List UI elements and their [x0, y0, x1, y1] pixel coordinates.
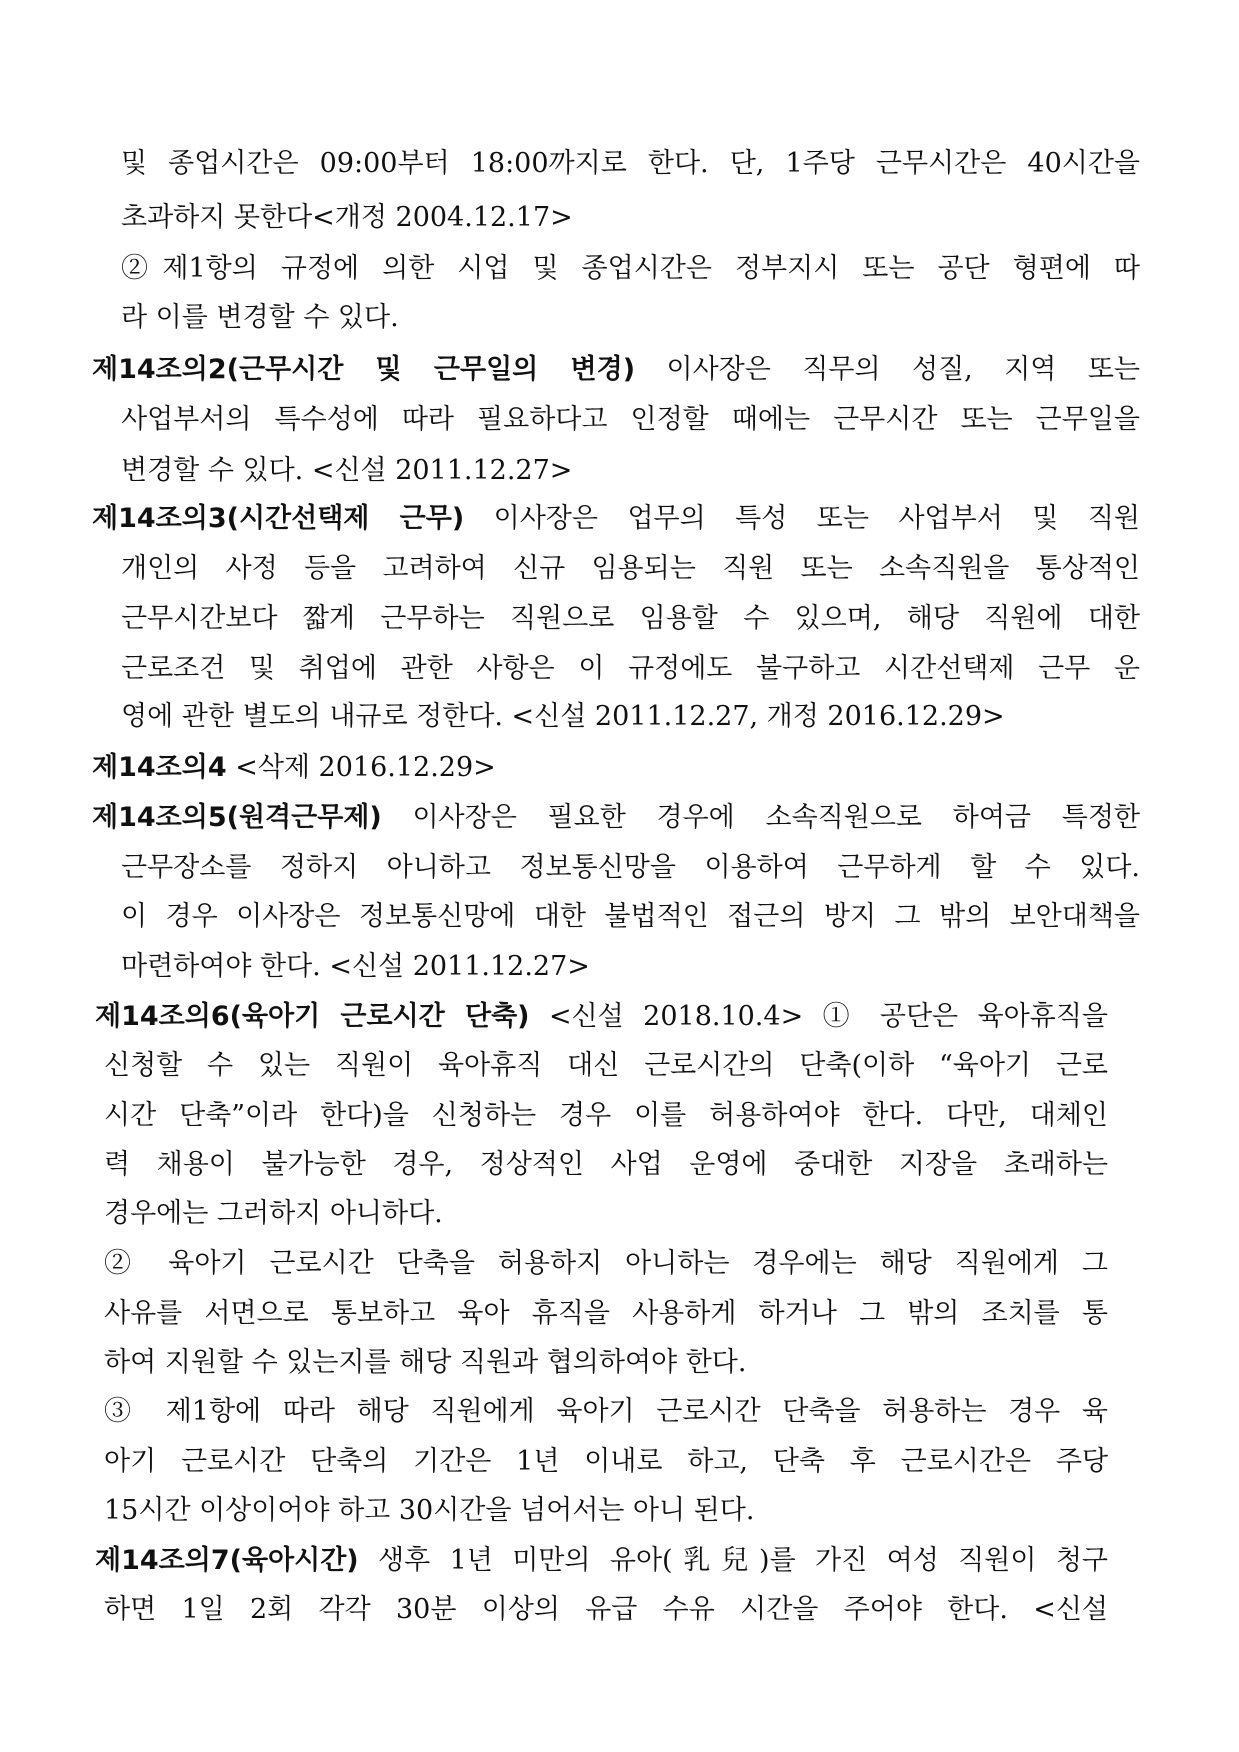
article-14-2-heading-line — [92, 350, 1140, 390]
text-line: 사유를 서면으로 통보하고 육아 휴직을 사용하게 하거나 그 밖의 조치를 통 — [104, 1298, 1108, 1329]
text-line: ③ 제1항에 따라 해당 직원에게 육아기 근로시간 단축을 허용하는 경우 육 — [104, 1396, 1108, 1427]
text-line: ②제1항의 규정에 의한 시업 및 종업시간은 정부지시 또는 공단 형편에 따 — [121, 253, 1140, 284]
text-line: 15시간 이상이어야 하고 30시간을 넘어서는 아니 된다. — [104, 1495, 755, 1526]
text-line: 신청할 수 있는 직원이 육아휴직 대신 근로시간의 단축(이하 “육아기 근로 — [104, 1050, 1108, 1081]
text-line: 근무장소를 정하지 아니하고 정보통신망을 이용하여 근무하게 할 수 있다. — [121, 852, 1140, 883]
article-title: 제14조의5(원격근무제) — [92, 802, 382, 833]
article-text: <삭제 2016.12.29> — [226, 752, 496, 783]
text-line: 변경할 수 있다. <신설 2011.12.27> — [121, 455, 573, 486]
text-line: 개인의 사정 등을 고려하여 신규 임용되는 직원 또는 소속직원을 통상적인 — [121, 553, 1140, 584]
article-text: <신설 2018.10.4> ① 공단은 육아휴직을 — [529, 1001, 1108, 1032]
article-14-5-heading-line — [92, 798, 1140, 838]
text-line: 영에 관한 별도의 내규로 정한다. <신설 2011.12.27, 개정 2016.12.29> — [121, 701, 1005, 732]
text-line: 초과하지 못한다<개정 2004.12.17> — [121, 202, 573, 233]
text-line: 하여 지원할 수 있는지를 해당 직원과 협의하여야 한다. — [104, 1347, 747, 1378]
text-line: 사업부서의 특수성에 따라 필요하다고 인정할 때에는 근무시간 또는 근무일을 — [121, 404, 1140, 435]
article-14-4-heading-line — [92, 748, 1140, 788]
article-14-3-heading-line — [92, 499, 1140, 539]
article-title: 제14조의2(근무시간 및 근무일의 변경) — [92, 354, 636, 385]
text-line: 근로조건 및 취업에 관한 사항은 이 규정에도 불구하고 시간선택제 근무 운 — [121, 653, 1140, 684]
text-line: 력 채용이 불가능한 경우, 정상적인 사업 운영에 중대한 지장을 초래하는 — [104, 1149, 1108, 1180]
article-text: 이사장은 필요한 경우에 소속직원으로 하여금 특정한 — [381, 802, 1140, 833]
article-title: 제14조의6(육아기 근로시간 단축) — [95, 1001, 530, 1032]
text-line: 하면 1일 2회 각각 30분 이상의 유급 수유 시간을 주어야 한다. <신설 — [104, 1594, 1108, 1625]
article-text: 이사장은 업무의 특성 또는 사업부서 및 직원 — [464, 503, 1140, 534]
text-line: 시간 단축”이라 한다)을 신청하는 경우 이를 허용하여야 한다. 다만, 대체인 — [104, 1100, 1108, 1131]
text-line: 라 이를 변경할 수 있다. — [121, 302, 399, 333]
text-line: 및 종업시간은 09:00부터 18:00까지로 한다. 단, 1주당 근무시간은 40시간을 — [121, 148, 1140, 179]
text-line: 이 경우 이사장은 정보통신망에 대한 불법적인 접근의 방지 그 밖의 보안대책을 — [121, 901, 1140, 932]
text-line: 근무시간보다 짧게 근무하는 직원으로 임용할 수 있으며, 해당 직원에 대한 — [121, 603, 1140, 634]
article-text: 이사장은 직무의 성질, 지역 또는 — [635, 354, 1140, 385]
article-text: 생후 1년 미만의 유아(乳兒)를 가진 여성 직원이 청구 — [358, 1545, 1108, 1576]
article-14-7-heading-line — [95, 1541, 1108, 1581]
text-line: 경우에는 그러하지 아니하다. — [104, 1198, 443, 1229]
article-14-6-heading-line — [95, 997, 1108, 1037]
article-title: 제14조의7(육아시간) — [95, 1545, 359, 1576]
text-line: 마련하여야 한다. <신설 2011.12.27> — [121, 951, 590, 982]
article-title: 제14조의4 — [92, 752, 227, 783]
text-line: ② 육아기 근로시간 단축을 허용하지 아니하는 경우에는 해당 직원에게 그 — [104, 1248, 1108, 1279]
text-line: 아기 근로시간 단축의 기간은 1년 이내로 하고, 단축 후 근로시간은 주당 — [104, 1446, 1108, 1477]
article-title: 제14조의3(시간선택제 근무) — [92, 503, 465, 534]
